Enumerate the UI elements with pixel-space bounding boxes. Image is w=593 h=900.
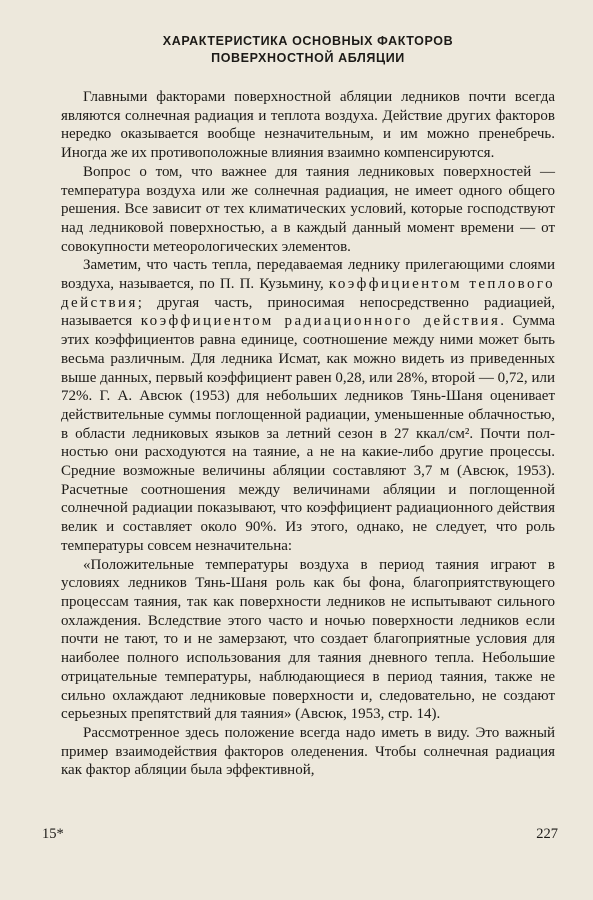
paragraph-3-text-a: Заметим, что часть тепла, передаваемая леднику прилегающими слоями воздуха, называется, по П. П. Кузьмину, xyxy=(61,257,555,293)
paragraph-3 xyxy=(61,256,555,555)
signature-mark: 15* xyxy=(42,826,64,842)
paragraph-3-text-b: ; другая часть, приносимая непосредственно радиацией, называется xyxy=(61,294,555,330)
term-thermal-coefficient: коэффициентом теплового действия xyxy=(61,276,555,311)
heading-line-2: ПОВЕРХНОСТНОЙ АБЛЯЦИИ xyxy=(211,51,405,65)
page-number: 227 xyxy=(536,826,558,842)
quotation: «Положительные температуры воздуха в период таяния играют в условиях ледников Тянь-Шаня роль как бы фона, благоприятствующего процессам таяния, так как поверхности ледников не испытывают сильного охлаждения. Вследствие этого часто и ночью поверхности ледников если почти не тают, то и не замерзают, что создает благоприятные условия для наиболее полного использования для таяния дневного тепла. Небольшие отрицательные температуры, наблюдающиеся в период таяния, также не сильно охлаждают ледниковые поверхности и, следовательно, не создают серьезных препятствий для таяния» (Авсюк, 1953, стр. 14). xyxy=(61,556,555,723)
term-radiation-coefficient: коэффициентом радиационного действия xyxy=(140,313,501,330)
section-heading xyxy=(61,33,555,67)
paragraph-1: Главными факторами поверхностной абляции ледников почти всегда являются солнечная радиация и теплота воздуха. Действие других факторов нередко оказывается вообще незначительным, и им можно пренебречь. Иногда же их противоположные влияния взаимно компенсируются. xyxy=(61,89,555,162)
paragraph-5: Рассмотренное здесь положение всегда надо иметь в виду. Это важный пример взаимодействия факторов оледенения. Чтобы солнечная радиация как фактор абляции была эффективной, xyxy=(61,724,555,779)
paragraph-2: Вопрос о том, что важнее для таяния ледниковых поверхностей — температура воздуха или же солнечная радиация, не имеет одного общего решения. Все зависит от тех климатических условий, которые господствуют над ледниковой поверхностью, а в каждый данный момент времени — от совокупности метеорологических элементов. xyxy=(61,163,555,255)
page-content xyxy=(61,33,555,780)
paragraph-3-text-c: . Сумма этих коэффициентов равна единице, соотношение между ними может быть весьма различным. Для ледника Исмат, как можно видеть из приведенных выше данных, первый коэффициент равен 0,28, или 28%, второй — 0,72, или 72%. Г. А. Авсюк (1953) для небольших ледников Тянь-Шаня оценивает действительные суммы поглощенной радиации, уменьшенные облачностью, в области ледниковых языков за летний сезон в 27 ккал/см². Почти полностью они расходуются на таяние, а не на какие-либо другие процессы. Средние возможные величины абляции составляют 3,7 м (Авсюк, 1953). Расчетные соотношения между величинами абляции и поглощенной солнечной радиации показывают, что коэффициент радиационного действия велик и составляет около 90%. Из этого, однако, не следует, что роль температуры совсем незначительна: xyxy=(61,313,555,554)
heading-line-1: ХАРАКТЕРИСТИКА ОСНОВНЫХ ФАКТОРОВ xyxy=(162,34,454,48)
